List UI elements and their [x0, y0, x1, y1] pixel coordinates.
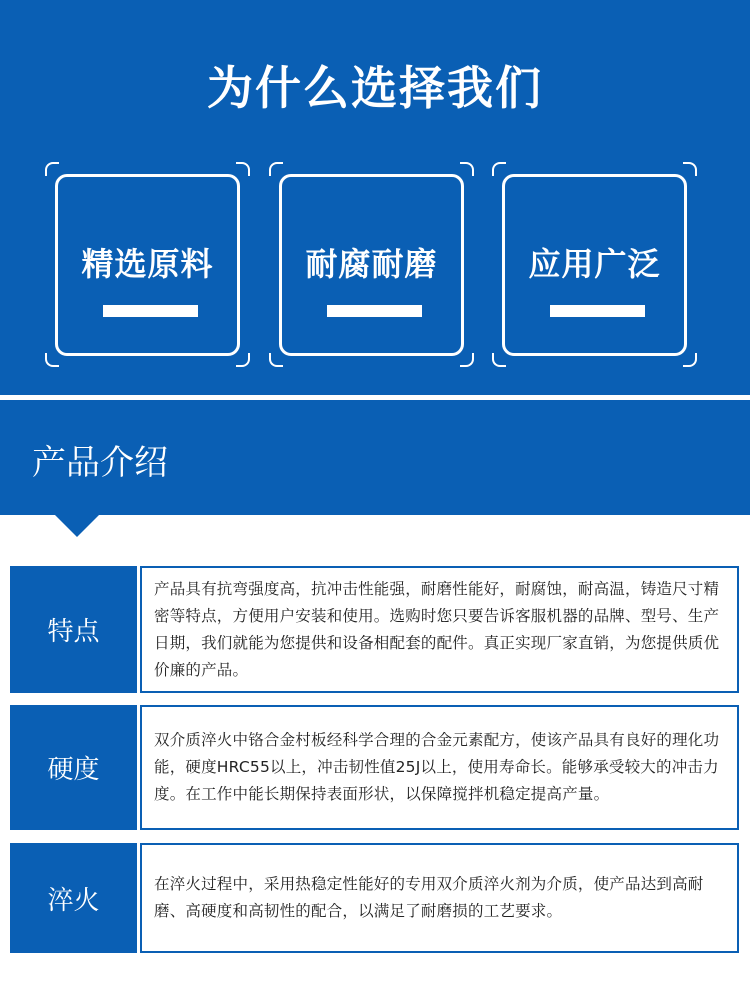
- corner-decoration: [460, 162, 474, 176]
- row-content-quenching: [140, 843, 739, 953]
- feature-underline: [327, 305, 422, 317]
- corner-decoration: [460, 353, 474, 367]
- row-label-hardness: 硬度: [10, 705, 137, 830]
- row-label-quenching: 淬火: [10, 843, 137, 953]
- corner-decoration: [683, 162, 697, 176]
- feature-card-frame: [55, 174, 240, 356]
- corner-decoration: [269, 353, 283, 367]
- intro-title: 产品介绍: [32, 443, 168, 483]
- feature-label: 应用广泛: [528, 245, 661, 283]
- feature-underline: [550, 305, 645, 317]
- row-text: 双介质淬火中铬合金村板经科学合理的合金元素配方，使该产品具有良好的理化功能，硬度HRC55以上，冲击韧性值25J以上，使用寿命长。能够承受较大的冲击力度。在工作中能长期保持表面形状，以保障搅拌机稳定提高产量。: [154, 731, 720, 803]
- row-text: 产品具有抗弯强度高，抗冲击性能强，耐磨性能好，耐腐蚀，耐高温，铸造尺寸精密等特点，方便用户安装和使用。选购时您只要告诉客服机器的品牌、型号、生产日期，我们就能为您提供和设备相配套的配件。真正实现厂家直销，为您提供质优价廉的产品。: [154, 579, 720, 679]
- feature-card-3: [492, 162, 697, 367]
- feature-card-frame: [502, 174, 687, 356]
- row-content-features: [140, 566, 739, 693]
- feature-label: 耐腐耐磨: [305, 245, 438, 283]
- corner-decoration: [236, 162, 250, 176]
- corner-decoration: [236, 353, 250, 367]
- page-title: 为什么选择我们: [207, 61, 543, 115]
- feature-card-2: [269, 162, 474, 367]
- feature-card-frame: [279, 174, 464, 356]
- corner-decoration: [45, 162, 59, 176]
- down-arrow-icon: [55, 515, 99, 537]
- corner-decoration: [492, 162, 506, 176]
- row-content-hardness: [140, 705, 739, 830]
- feature-label: 精选原料: [81, 245, 214, 283]
- feature-card-1: [45, 162, 250, 367]
- row-label-features: 特点: [10, 566, 137, 693]
- intro-banner: [0, 400, 750, 515]
- corner-decoration: [45, 353, 59, 367]
- row-text: 在淬火过程中，采用热稳定性能好的专用双介质淬火剂为介质，使产品达到高耐磨、高硬度和高韧性的配合，以满足了耐磨损的工艺要求。: [154, 875, 704, 920]
- corner-decoration: [683, 353, 697, 367]
- corner-decoration: [269, 162, 283, 176]
- corner-decoration: [492, 353, 506, 367]
- feature-underline: [103, 305, 198, 317]
- hero-section: [0, 0, 750, 395]
